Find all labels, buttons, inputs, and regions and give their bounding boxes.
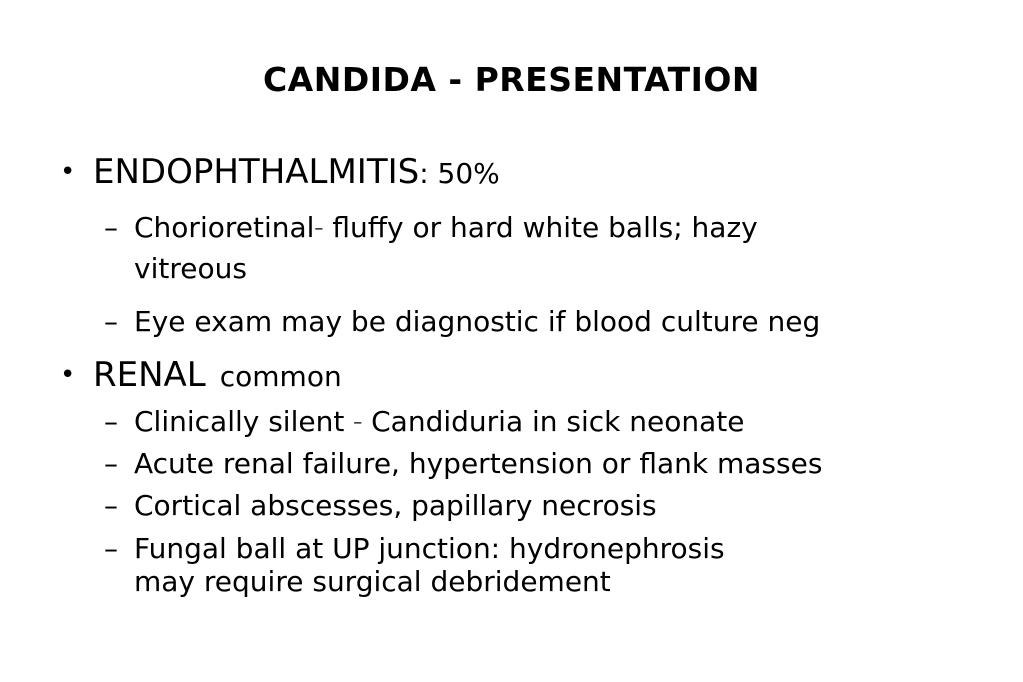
bullet-renal	[60, 355, 342, 395]
bullet-detail: : 50%	[419, 157, 500, 190]
sub-item-text: Eye exam may be diagnostic if blood culture neg	[134, 305, 821, 338]
sub-item-text-rest: Candiduria in sick neonate	[362, 405, 745, 438]
sub-item-cortical-abscesses	[104, 486, 657, 526]
bullet-endophthalmitis	[60, 152, 500, 192]
dash-marker: –	[104, 489, 118, 522]
sub-item-clinically-silent	[104, 402, 745, 443]
dash-marker: –	[104, 447, 118, 480]
sub-item-fungal-ball	[104, 532, 725, 598]
inline-dash: –	[353, 412, 363, 433]
bullet-heading: ENDOPHTHALMITIS	[93, 152, 420, 192]
sub-item-acute-renal-failure	[104, 444, 822, 484]
sub-item-text: Clinically silent	[134, 405, 354, 438]
sub-item-eye-exam	[104, 302, 820, 342]
bullet-marker: •	[60, 157, 76, 187]
dash-marker: –	[104, 405, 118, 438]
sub-item-text: Cortical abscesses, papillary necrosis	[134, 489, 657, 522]
sub-item-continuation: vitreous	[134, 252, 247, 285]
dash-marker: –	[104, 532, 118, 565]
slide-title: CANDIDA - PRESENTATION	[262, 60, 761, 99]
dash-marker: –	[104, 211, 118, 244]
sub-item-continuation: may require surgical debridement	[134, 565, 611, 598]
bullet-heading: RENAL	[93, 355, 206, 395]
dash-marker: –	[104, 305, 118, 338]
sub-item-text: Fungal ball at UP junction: hydronephrosis	[134, 532, 725, 565]
sub-item-chorioretinal	[104, 208, 758, 289]
bullet-marker: •	[60, 360, 76, 390]
bullet-detail: common	[219, 360, 342, 393]
sub-item-text-rest: fluffy or hard white balls; hazy	[323, 211, 758, 244]
inline-dash: –	[314, 218, 324, 239]
sub-item-text: Chorioretinal	[134, 211, 315, 244]
sub-item-text: Acute renal failure, hypertension or flank masses	[134, 447, 823, 480]
